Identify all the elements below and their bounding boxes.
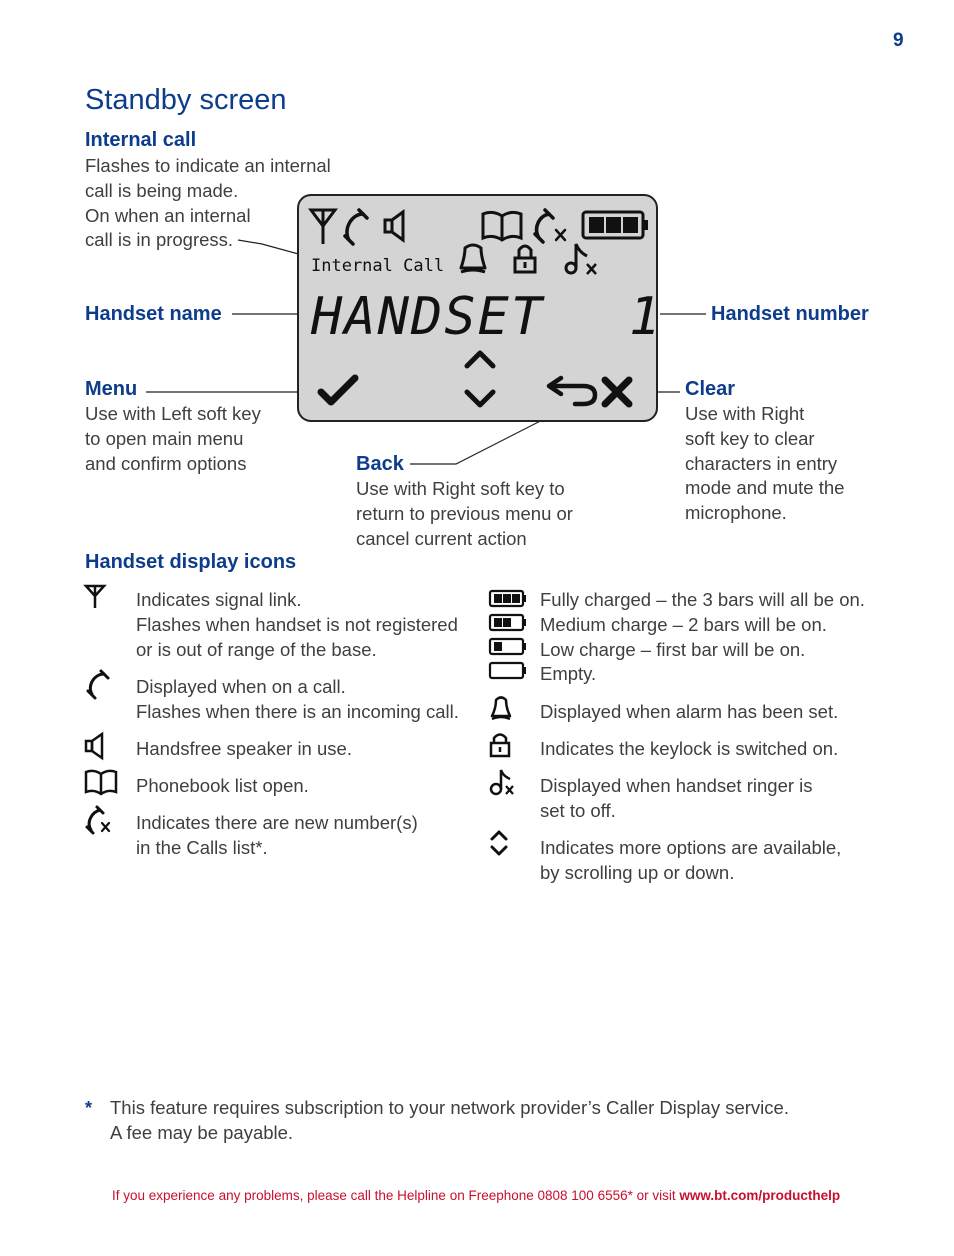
clear-heading: Clear <box>685 378 736 400</box>
text-line: Empty. <box>540 663 597 685</box>
footer-text: If you experience any problems, please call the Helpline on Freephone 0808 100 6556* or visit <box>112 1188 680 1203</box>
footnote-marker: * <box>85 1098 93 1118</box>
back-arrow-icon <box>549 378 595 404</box>
text-line: Use with Left soft key <box>85 403 261 424</box>
handset-number-heading: Handset number <box>711 303 869 325</box>
battery-empty-icon <box>490 663 526 678</box>
text-line: Flashes when handset is not registered <box>136 613 458 635</box>
text-line: Indicates the keylock is switched on. <box>540 738 839 759</box>
text-line: by scrolling up or down. <box>540 861 735 883</box>
phonebook-icon <box>483 212 521 240</box>
text-line: On when an internal <box>85 204 251 226</box>
page-number: 9 <box>893 30 904 51</box>
footer-helpline <box>112 1188 840 1203</box>
battery-low-icon <box>490 639 526 654</box>
phone-handset-icon <box>345 210 367 244</box>
lcd-handset-number: 1 <box>629 287 661 347</box>
icon-desc-signal <box>136 588 458 662</box>
footnote-text <box>110 1096 789 1146</box>
clear-x-icon <box>605 380 629 404</box>
text-line: Phonebook list open. <box>136 775 309 796</box>
text-line: Flashes to indicate an internal <box>85 155 331 176</box>
phonebook-icon <box>84 768 120 796</box>
battery-full-icon <box>490 591 526 606</box>
text-line: Indicates there are new number(s) <box>136 812 418 833</box>
menu-heading: Menu <box>85 378 138 400</box>
icons-section-heading: Handset display icons <box>85 551 297 573</box>
keylock-icon <box>488 731 528 759</box>
lcd-display <box>297 194 661 422</box>
back-heading: Back <box>356 453 404 475</box>
text-line: microphone. <box>685 502 787 524</box>
page-title: Standby screen <box>85 84 287 116</box>
missed-call-icon <box>84 806 120 834</box>
text-line: Use with Right soft key to <box>356 478 565 499</box>
text-line: Displayed when handset ringer is <box>540 775 813 796</box>
lcd-handset-name: HANDSET <box>311 287 545 347</box>
footer-link[interactable]: www.bt.com/producthelp <box>679 1188 841 1203</box>
text-line: Medium charge – 2 bars will be on. <box>540 613 827 635</box>
text-line: soft key to clear <box>685 427 815 449</box>
text-line: Displayed when alarm has been set. <box>540 701 839 722</box>
text-line: mode and mute the <box>685 477 845 499</box>
icon-desc-ringer-off <box>540 774 813 824</box>
internal-call-leader <box>238 240 302 255</box>
signal-antenna-icon <box>84 584 120 612</box>
speaker-icon <box>385 212 403 240</box>
icon-desc-keylock <box>540 737 838 762</box>
icon-desc-phonebook <box>136 774 309 799</box>
text-line: or is out of range of the base. <box>136 638 377 660</box>
ringer-off-icon <box>488 768 528 796</box>
battery-full-icon <box>583 212 648 238</box>
text-line: Indicates more options are available, <box>540 837 842 858</box>
battery-medium-icon <box>490 615 526 630</box>
missed-call-icon <box>535 210 565 242</box>
alarm-bell-icon <box>488 694 528 722</box>
lcd-internal-call-text: Internal Call <box>311 256 445 276</box>
signal-antenna-icon <box>311 210 335 244</box>
text-line: Flashes when there is an incoming call. <box>136 700 459 722</box>
text-line: and confirm options <box>85 452 247 474</box>
text-line: Indicates signal link. <box>136 589 302 610</box>
alarm-bell-icon <box>461 245 485 272</box>
scroll-up-down-icon <box>488 829 528 857</box>
icon-desc-speaker <box>136 737 352 762</box>
text-line: in the Calls list*. <box>136 836 268 858</box>
text-line: Displayed when on a call. <box>136 676 346 697</box>
phone-handset-icon <box>84 670 120 698</box>
text-line: call is in progress. <box>85 229 234 251</box>
handset-name-heading: Handset name <box>85 303 222 325</box>
icon-desc-battery <box>540 588 865 687</box>
battery-icons <box>488 589 528 681</box>
text-line: This feature requires subscription to your network provider’s Caller Display service. <box>110 1097 789 1118</box>
text-line: set to off. <box>540 799 616 821</box>
text-line: Handsfree speaker in use. <box>136 738 352 759</box>
text-line: Low charge – first bar will be on. <box>540 638 806 660</box>
speaker-icon <box>84 732 120 760</box>
text-line: cancel current action <box>356 527 527 549</box>
internal-call-heading: Internal call <box>85 129 197 151</box>
text-line: characters in entry <box>685 452 838 474</box>
keylock-icon <box>515 246 535 272</box>
text-line: call is being made. <box>85 179 239 201</box>
text-line: Use with Right <box>685 403 805 424</box>
icon-desc-missed-call <box>136 811 418 861</box>
scroll-up-down-icon <box>467 353 493 405</box>
icon-desc-alarm <box>540 700 838 725</box>
ringer-off-icon <box>566 244 596 274</box>
icon-desc-scroll <box>540 836 841 886</box>
text-line: Fully charged – the 3 bars will all be on. <box>540 589 865 610</box>
menu-tick-icon <box>321 378 355 402</box>
text-line: A fee may be payable. <box>110 1121 294 1143</box>
text-line: to open main menu <box>85 427 244 449</box>
icon-desc-phone <box>136 675 459 725</box>
text-line: return to previous menu or <box>356 502 573 524</box>
